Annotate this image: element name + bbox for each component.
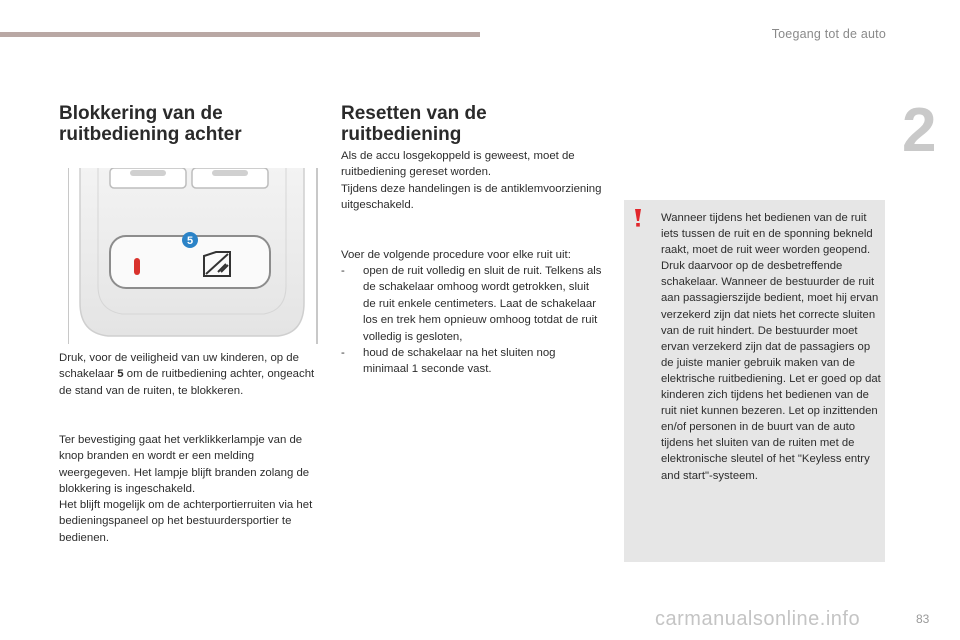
- lock-indicator-lamp: [134, 258, 140, 275]
- left-paragraph-2: Ter bevestiging gaat het verklikkerlampje van de knop branden en wordt er een melding weergegeven. Het lampje blijft branden zolang de blokkering is ingeschakeld.: [59, 434, 310, 496]
- page-number: 83: [916, 612, 930, 626]
- left-paragraph-3: Het blijft mogelijk om de achterportierruiten via het bedieningspaneel op het bestuurdersportier te bedienen.: [59, 499, 313, 544]
- heading-line: Blokkering van de: [59, 103, 223, 124]
- procedure-list: [341, 263, 603, 378]
- callout-number-label: 5: [186, 235, 194, 247]
- list-item-text: houd de schakelaar na het sluiten nog minimaal 1 seconde vast.: [363, 347, 556, 376]
- list-dash: -: [341, 347, 345, 360]
- list-dash: -: [341, 265, 345, 277]
- text-run: om de ruitbediening achter, ongeacht de stand van de ruiten, te blokkeren.: [59, 368, 315, 397]
- heading-line: ruitbediening achter: [59, 124, 242, 145]
- middle-paragraph-3: Voer de volgende procedure voor elke ruit uit:: [341, 249, 571, 261]
- text-run: Druk, voor de veiligheid van uw kinderen, op de schakelaar: [59, 352, 299, 381]
- middle-paragraph-1: Als de accu losgekoppeld is geweest, moet de ruitbediening gereset worden.: [341, 150, 575, 179]
- left-paragraph-1: [59, 350, 321, 399]
- section-title: Toegang tot de auto: [771, 27, 886, 41]
- top-accent-bar: [0, 32, 480, 37]
- heading-reset-window-control: [341, 103, 601, 145]
- window-switch-panel-illustration: [68, 168, 318, 344]
- watermark: carmanualsonline.info: [655, 608, 861, 630]
- list-item: [341, 345, 603, 378]
- heading-line: Resetten van de: [341, 103, 487, 124]
- list-item-text: open de ruit volledig en sluit de ruit. Telkens als de schakelaar omhoog wordt getrokken, sluit de ruit enkele centimeters. Laat de schakelaar los en trek hem opnieuw omhoog totdat de ruit volledig is gesloten,: [363, 265, 602, 343]
- list-item: [341, 263, 603, 345]
- switch-reference: 5: [117, 368, 124, 381]
- heading-rear-window-lock: [59, 103, 319, 145]
- warning-exclamation-icon: [632, 208, 644, 228]
- warning-text: Wanneer tijdens het bedienen van de ruit iets tussen de ruit en de sponning bekneld raakt, moet de ruit weer worden geopend. Druk daarvoor op de desbetreffende schakelaar. Wanneer de bestuurder de ruit aan passagierszijde bedient, moet hij ervan verzekerd zijn dat niets het correcte sluiten van de ruit hindert. De bestuurder moet ervan verzekerd zijn dat de passagiers op de juiste manier gebruik maken van de elektrische ruitbediening. Let er goed op dat kinderen zich tijdens het bedienen van de ruit niet kunnen bezeren. Let op inzittenden en/of personen in de buurt van de auto tijdens het sluiten van de ruiten met de elektronische sleutel of het "Keyless entry and start"-systeem.: [661, 212, 881, 482]
- chapter-number: 2: [902, 96, 937, 165]
- middle-paragraph-2: Tijdens deze handelingen is de antiklemvoorziening uitgeschakeld.: [341, 183, 602, 212]
- heading-line: ruitbediening: [341, 124, 462, 145]
